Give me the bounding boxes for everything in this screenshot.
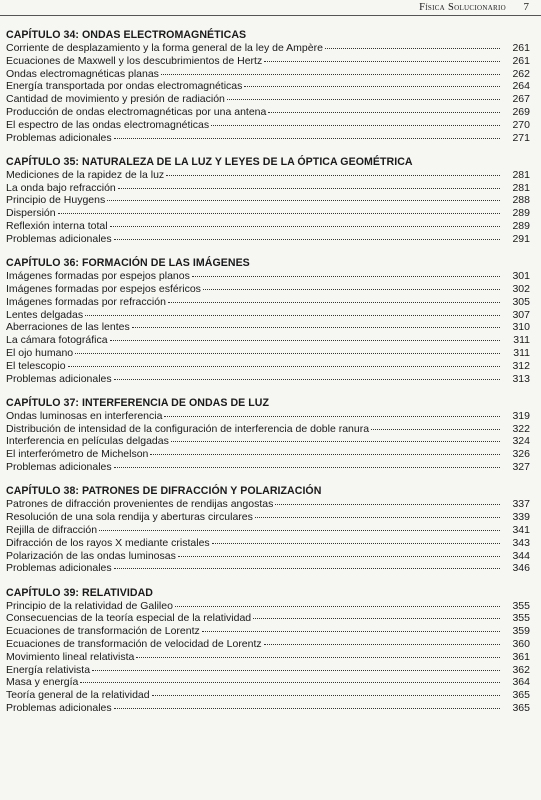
dot-leader [114, 568, 500, 569]
entry-title: Resolución de una sola rendija y aberturas circulares [6, 511, 253, 524]
toc-entry [6, 93, 530, 106]
entry-title: El espectro de las ondas electromagnéticas [6, 118, 210, 131]
toc-entry [6, 625, 530, 638]
entry-page-number: 355 [512, 612, 530, 625]
dot-leader [166, 175, 500, 176]
dot-leader [227, 99, 500, 100]
entry-page-number: 324 [512, 435, 530, 448]
entry-page-number: 362 [512, 663, 530, 676]
entry-page-number: 355 [512, 599, 530, 612]
entry-title: Corriente de desplazamiento y la forma general de la ley de Ampère [6, 42, 323, 54]
entry-page-number: 364 [512, 676, 530, 689]
entry-page-number: 281 [512, 168, 530, 181]
entry-title: Energía transportada por ondas electromagnéticas [6, 80, 243, 93]
chapter-entries [6, 600, 530, 715]
dot-leader [75, 353, 500, 354]
dot-leader [114, 708, 500, 709]
entry-page-number: 326 [512, 448, 530, 461]
dot-leader [132, 327, 500, 328]
dot-leader [150, 454, 500, 455]
entry-title: Aberraciones de las lentes [6, 321, 130, 334]
entry-page-number: 291 [512, 232, 530, 245]
entry-title: Distribución de intensidad de la configuración de interferencia de doble ranura [6, 422, 370, 435]
entry-title: Energía relativista [6, 663, 91, 676]
entry-title: Problemas adicionales [6, 232, 112, 245]
page-number: 7 [523, 1, 529, 13]
entry-title: Problemas adicionales [6, 701, 112, 714]
chapter-title: CAPÍTULO 36: FORMACIÓN DE LAS IMÁGENES [6, 257, 250, 270]
dot-leader [244, 86, 500, 87]
toc-entry [6, 511, 530, 524]
dot-leader [58, 213, 500, 214]
entry-title: Ecuaciones de Maxwell y los descubrimientos de Hertz [6, 54, 263, 67]
chapter-section [6, 586, 530, 715]
toc-entry [6, 270, 530, 283]
dot-leader [92, 670, 500, 671]
dot-leader [114, 239, 500, 240]
entry-title: Interferencia en películas delgadas [6, 435, 169, 448]
entry-title: Cantidad de movimiento y presión de radiación [6, 93, 225, 106]
dot-leader [85, 315, 500, 316]
entry-title: Producción de ondas electromagnéticas por una antena [6, 105, 267, 118]
entry-title: Patrones de difracción provenientes de rendijas angostas [6, 498, 274, 511]
entry-title: El telescopio [6, 359, 66, 372]
toc-entry [6, 524, 530, 537]
entry-title: Principio de Huygens [6, 194, 106, 207]
entry-page-number: 360 [512, 637, 530, 650]
header-title: Física Solucionario [419, 2, 506, 13]
entry-title: Imágenes formadas por espejos esféricos [6, 282, 201, 295]
entry-title: Problemas adicionales [6, 461, 112, 474]
entry-title: Polarización de las ondas luminosas [6, 549, 176, 562]
chapter-entries [6, 410, 530, 474]
entry-title: Problemas adicionales [6, 131, 112, 144]
entry-page-number: 359 [512, 625, 530, 638]
entry-title: Movimiento lineal relativista [6, 650, 135, 663]
entry-page-number: 281 [512, 181, 530, 194]
entry-page-number: 343 [512, 536, 530, 549]
toc-entry [6, 600, 530, 613]
dot-leader [99, 530, 500, 531]
chapter-entries [6, 498, 530, 575]
dot-leader [114, 467, 500, 468]
dot-leader [114, 138, 500, 139]
entry-title: El ojo humano [6, 346, 74, 359]
entry-title: Mediciones de la rapidez de la luz [6, 168, 165, 181]
entry-page-number: 270 [512, 118, 530, 131]
entry-page-number: 312 [512, 359, 530, 372]
toc-entry [6, 182, 530, 195]
toc-entry [6, 360, 530, 373]
table-of-contents [6, 28, 530, 725]
dot-leader [255, 517, 500, 518]
dot-leader [168, 302, 500, 303]
dot-leader [211, 125, 500, 126]
entry-title: Imágenes formadas por espejos planos [6, 270, 190, 283]
toc-entry [6, 132, 530, 145]
toc-entry [6, 612, 530, 625]
toc-entry [6, 638, 530, 651]
entry-title: Ecuaciones de transformación de velocidad de Lorentz [6, 637, 262, 650]
entry-title: Ondas electromagnéticas planas [6, 67, 159, 80]
entry-page-number: 288 [512, 194, 530, 207]
dot-leader [264, 61, 500, 62]
chapter-title: CAPÍTULO 38: PATRONES DE DIFRACCIÓN Y POLARIZACIÓN [6, 485, 322, 498]
toc-entry [6, 233, 530, 246]
dot-leader [152, 695, 500, 696]
entry-page-number: 289 [512, 220, 530, 233]
chapter-title: CAPÍTULO 35: NATURALEZA DE LA LUZ Y LEYES DE LA ÓPTICA GEOMÉTRICA [6, 155, 413, 168]
entry-page-number: 305 [512, 295, 530, 308]
dot-leader [253, 618, 500, 619]
toc-entry [6, 435, 530, 448]
entry-title: Ecuaciones de transformación de Lorentz [6, 625, 200, 638]
toc-entry [6, 220, 530, 233]
entry-title: La onda bajo refracción [6, 181, 116, 194]
dot-leader [110, 226, 500, 227]
entry-title: Rejilla de difracción [6, 523, 98, 536]
dot-leader [264, 644, 500, 645]
dot-leader [114, 379, 500, 380]
chapter-section [6, 396, 530, 474]
page-header [0, 0, 541, 16]
dot-leader [212, 543, 500, 544]
toc-entry [6, 550, 530, 563]
entry-page-number: 327 [512, 461, 530, 474]
dot-leader [325, 48, 500, 49]
entry-title: Ondas luminosas en interferencia [6, 409, 163, 422]
chapter-section [6, 256, 530, 385]
chapter-section [6, 28, 530, 144]
chapter-title: CAPÍTULO 37: INTERFERENCIA DE ONDAS DE LUZ [6, 396, 270, 409]
dot-leader [118, 188, 500, 189]
entry-title: Principio de la relatividad de Galileo [6, 599, 173, 612]
toc-entry [6, 651, 530, 664]
entry-page-number: 337 [512, 498, 530, 511]
chapter-title: CAPÍTULO 34: ONDAS ELECTROMAGNÉTICAS [6, 29, 247, 41]
entry-page-number: 264 [512, 80, 530, 93]
entry-page-number: 365 [512, 701, 530, 714]
dot-leader [178, 556, 500, 557]
dot-leader [268, 112, 500, 113]
dot-leader [371, 429, 500, 430]
toc-entry [6, 68, 530, 81]
chapter-title: CAPÍTULO 39: RELATIVIDAD [6, 586, 153, 599]
toc-entry [6, 283, 530, 296]
entry-page-number: 341 [512, 523, 530, 536]
toc-entry [6, 80, 530, 93]
entry-title: Lentes delgadas [6, 308, 84, 321]
chapter-section [6, 155, 530, 246]
toc-entry [6, 676, 530, 689]
dot-leader [161, 74, 500, 75]
entry-page-number: 307 [512, 308, 530, 321]
toc-entry [6, 537, 530, 550]
toc-entry [6, 562, 530, 575]
dot-leader [203, 289, 500, 290]
chapter-entries [6, 42, 530, 144]
entry-page-number: 313 [512, 372, 530, 385]
entry-page-number: 261 [512, 42, 530, 54]
entry-title: Consecuencias de la teoría especial de la relatividad [6, 612, 252, 625]
dot-leader [68, 366, 500, 367]
entry-title: Reflexión interna total [6, 220, 108, 233]
entry-title: Teoría general de la relatividad [6, 689, 150, 702]
entry-page-number: 311 [513, 346, 530, 359]
toc-entry [6, 55, 530, 68]
toc-entry [6, 347, 530, 360]
entry-title: El interferómetro de Michelson [6, 448, 149, 461]
chapter-entries [6, 169, 530, 246]
entry-title: Problemas adicionales [6, 372, 112, 385]
dot-leader [192, 276, 500, 277]
dot-leader [202, 631, 500, 632]
toc-entry [6, 498, 530, 511]
toc-entry [6, 309, 530, 322]
entry-title: Imágenes formadas por refracción [6, 295, 166, 308]
entry-title: La cámara fotográfica [6, 334, 108, 347]
toc-entry [6, 194, 530, 207]
dot-leader [175, 606, 500, 607]
entry-page-number: 269 [512, 105, 530, 118]
toc-entry [6, 169, 530, 182]
entry-page-number: 267 [512, 93, 530, 106]
entry-title: Masa y energía [6, 676, 79, 689]
chapter-entries [6, 270, 530, 385]
entry-page-number: 322 [512, 422, 530, 435]
entry-page-number: 310 [512, 321, 530, 334]
toc-entry [6, 410, 530, 423]
toc-entry [6, 448, 530, 461]
toc-entry [6, 296, 530, 309]
toc-entry [6, 42, 530, 55]
entry-page-number: 361 [512, 650, 530, 663]
toc-entry [6, 461, 530, 474]
toc-entry [6, 119, 530, 132]
toc-entry [6, 334, 530, 347]
entry-page-number: 271 [512, 131, 530, 144]
entry-page-number: 319 [512, 409, 530, 422]
entry-page-number: 262 [512, 67, 530, 80]
toc-entry [6, 664, 530, 677]
dot-leader [110, 340, 500, 341]
entry-page-number: 365 [512, 689, 530, 702]
chapter-section [6, 484, 530, 575]
toc-entry [6, 373, 530, 386]
entry-title: Difracción de los rayos X mediante cristales [6, 536, 210, 549]
entry-page-number: 261 [512, 54, 530, 67]
toc-entry [6, 689, 530, 702]
entry-page-number: 302 [512, 282, 530, 295]
toc-entry [6, 321, 530, 334]
entry-title: Dispersión [6, 207, 56, 220]
entry-page-number: 346 [512, 562, 530, 575]
toc-entry [6, 207, 530, 220]
dot-leader [164, 416, 500, 417]
entry-page-number: 301 [512, 270, 530, 283]
dot-leader [275, 504, 500, 505]
entry-page-number: 311 [513, 334, 530, 347]
dot-leader [80, 682, 500, 683]
toc-entry [6, 106, 530, 119]
entry-page-number: 289 [512, 207, 530, 220]
toc-entry [6, 702, 530, 715]
toc-entry [6, 423, 530, 436]
dot-leader [107, 200, 500, 201]
entry-page-number: 344 [512, 549, 530, 562]
entry-title: Problemas adicionales [6, 562, 112, 575]
entry-page-number: 339 [512, 511, 530, 524]
dot-leader [136, 657, 500, 658]
dot-leader [171, 441, 500, 442]
